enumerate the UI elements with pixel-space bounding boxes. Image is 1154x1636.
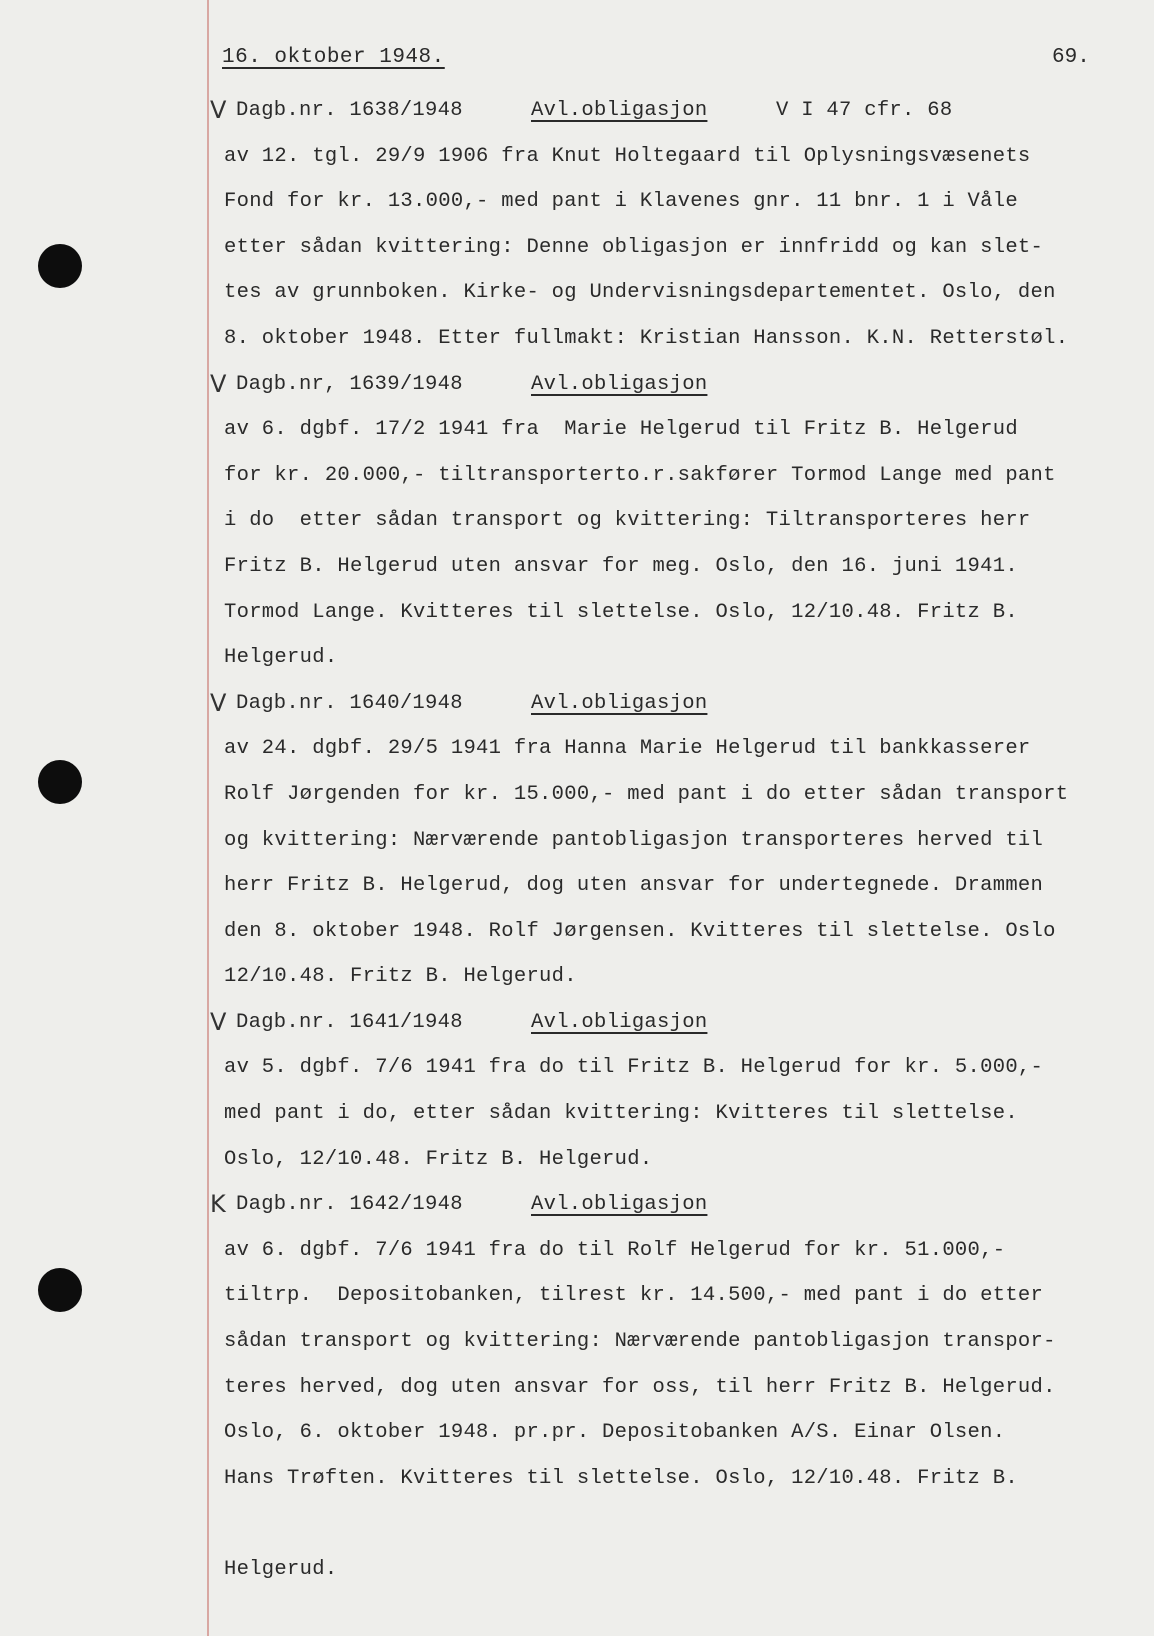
text-line: etter sådan kvittering: Denne obligasjon er innfridd og kan slet- [224,235,1044,259]
diary-number: Dagb.nr. 1642/1948 [236,1193,463,1217]
cross-reference: V I 47 cfr. 68 [776,99,953,122]
text-line: Oslo, 12/10.48. Fritz B. Helgerud. [224,1147,653,1171]
text-line: for kr. 20.000,- tiltransporterto.r.sakfører Tormod Lange med pant [224,463,1056,487]
text-line: Helgerud. [224,646,338,670]
entry-header [210,1000,1144,1046]
text-line: og kvittering: Nærværende pantobligasjon transporteres herved til [224,828,1044,852]
page-date: 16. oktober 1948. [222,46,445,69]
text-line [224,1501,1144,1547]
text-line: av 6. dgbf. 17/2 1941 fra Marie Helgerud til Fritz B. Helgerud [224,418,1018,442]
entry [210,1182,1144,1592]
text-line: av 5. dgbf. 7/6 1941 fra do til Fritz B. Helgerud for kr. 5.000,- [224,1056,1044,1080]
entry-type: Avl.obligasjon [531,1193,708,1217]
text-line: med pant i do, etter sådan kvittering: Kvitteres til slettelse. [224,1102,1018,1126]
text-line: av 6. dgbf. 7/6 1941 fra do til Rolf Helgerud for kr. 51.000,- [224,1238,1006,1262]
text-line: Helgerud. [224,1558,338,1581]
punch-hole [38,244,82,288]
margin-rule [207,0,209,1636]
diary-number: Dagb.nr. 1641/1948 [236,1010,463,1034]
entry [210,681,1144,1000]
punch-hole [38,760,82,804]
text-line: 12/10.48. Fritz B. Helgerud. [224,965,577,989]
text-line: av 24. dgbf. 29/5 1941 fra Hanna Marie Helgerud til bankkasserer [224,737,1031,761]
text-line: tes av grunnboken. Kirke- og Undervisningsdepartementet. Oslo, den [224,281,1056,305]
page-number: 69. [1052,46,1090,69]
entry [210,362,1144,681]
check-mark: V [210,688,227,717]
text-line: tiltrp. Depositobanken, tilrest kr. 14.500,- med pant i do etter [224,1284,1044,1308]
text-line: Hans Trøften. Kvitteres til slettelse. Oslo, 12/10.48. Fritz B. [224,1466,1018,1490]
check-mark: V [210,369,227,398]
text-line: Oslo, 6. oktober 1948. pr.pr. Depositobanken A/S. Einar Olsen. [224,1421,1006,1445]
entry-type: Avl.obligasjon [531,691,708,715]
text-line: Rolf Jørgenden for kr. 15.000,- med pant i do etter sådan transport [224,782,1069,806]
entry [210,1000,1144,1182]
diary-number: Dagb.nr. 1638/1948 [236,99,463,122]
entry-type: Avl.obligasjon [531,372,708,396]
entries-list [210,88,1144,1593]
text-line: Fritz B. Helgerud uten ansvar for meg. Oslo, den 16. juni 1941. [224,554,1018,578]
entry-type: Avl.obligasjon [531,99,708,122]
punch-hole [38,1268,82,1312]
text-line: den 8. oktober 1948. Rolf Jørgensen. Kvitteres til slettelse. Oslo [224,919,1056,943]
entry-header [210,681,1144,727]
text-line: teres herved, dog uten ansvar for oss, til herr Fritz B. Helgerud. [224,1375,1056,1399]
check-mark: V [210,96,227,124]
text-line: Tormod Lange. Kvitteres til slettelse. Oslo, 12/10.48. Fritz B. [224,600,1018,624]
text-line: i do etter sådan transport og kvittering: Tiltransporteres herr [224,509,1031,533]
diary-number: Dagb.nr, 1639/1948 [236,372,463,396]
check-mark: K [210,1190,227,1219]
text-line: herr Fritz B. Helgerud, dog uten ansvar for undertegnede. Drammen [224,874,1044,898]
check-mark: V [210,1007,227,1036]
text-line: 8. oktober 1948. Etter fullmakt: Kristian Hansson. K.N. Retterstøl. [224,326,1069,350]
entry-header [210,362,1144,408]
entry-header [210,1182,1144,1228]
entry-type: Avl.obligasjon [531,1010,708,1034]
entry [210,88,1144,362]
text-line: sådan transport og kvittering: Nærværende pantobligasjon transpor- [224,1330,1056,1354]
diary-number: Dagb.nr. 1640/1948 [236,691,463,715]
text-line: Fond for kr. 13.000,- med pant i Klavenes gnr. 11 bnr. 1 i Våle [224,190,1018,214]
entry-header [210,88,1144,134]
text-line: av 12. tgl. 29/9 1906 fra Knut Holtegaard til Oplysningsvæsenets [224,144,1031,168]
